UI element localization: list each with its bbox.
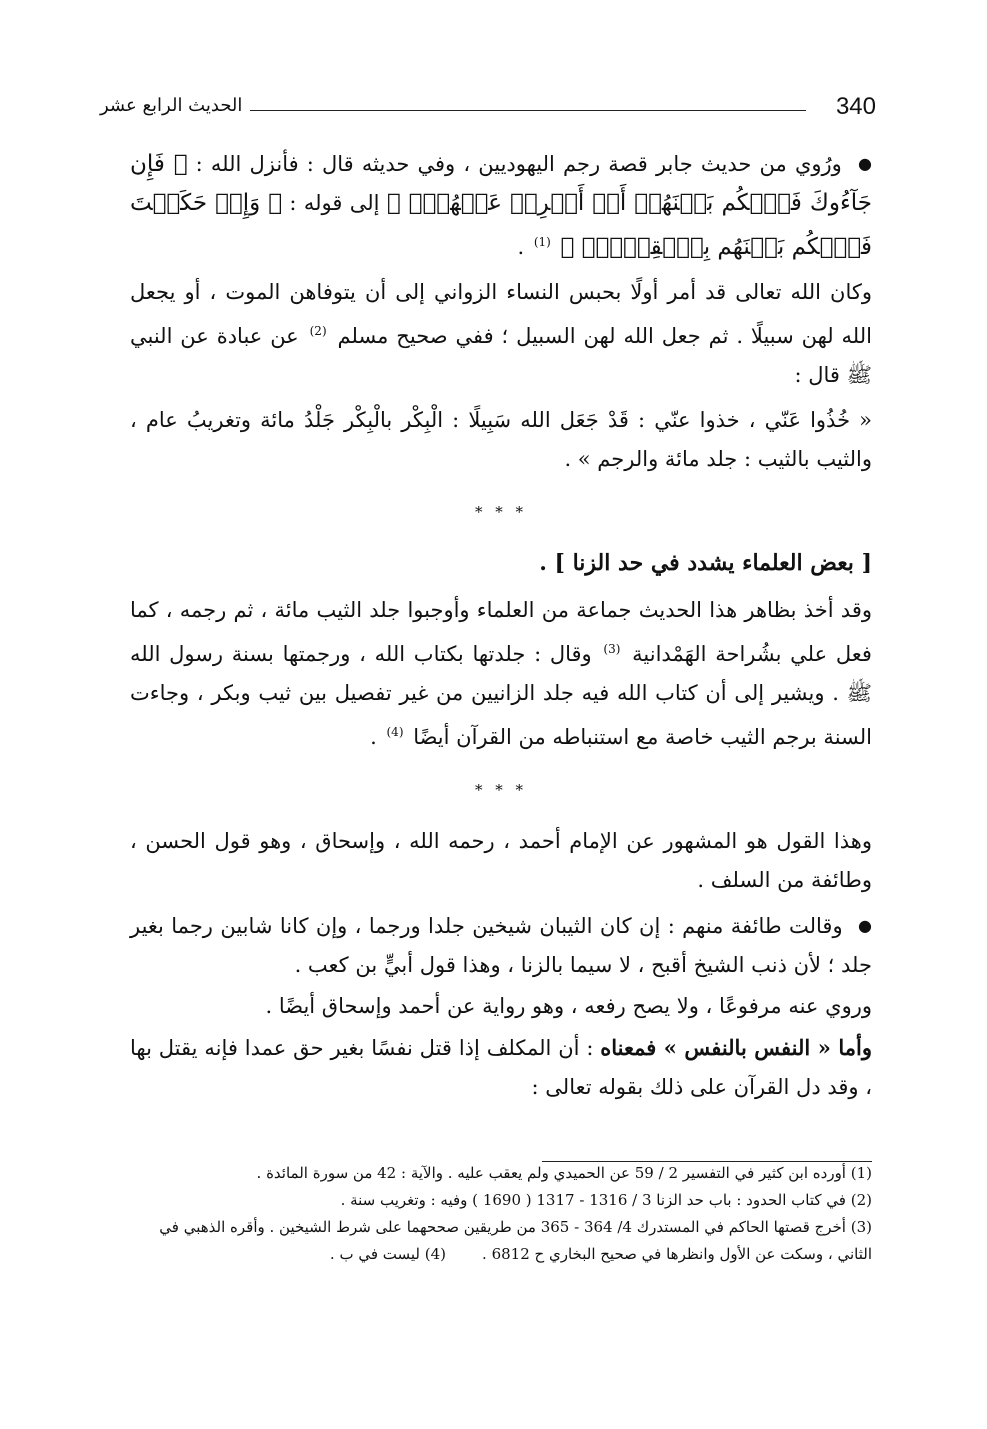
- page-header: [100, 92, 876, 132]
- paragraph-nafs: وأما « النفس بالنفس » فمعناه : أن المكلف إذا قتل نفسًا بغير حق عمدا فإنه يقتل بها ، وقد دل القرآن على ذلك بقوله تعالى :: [130, 1035, 872, 1099]
- section-separator: * * *: [474, 503, 528, 521]
- paragraph-jabir: ● ورُوي من حديث جابر قصة رجم اليهوديين ، وفي حديثه قال : فأنزل الله : ﴿ فَإِن جَآءُوكَ فَٱحۡكُم بَيۡنَهُمۡ أَوۡ أَعۡرِضۡ عَنۡهُمۡۖ ﴾ إلى قوله : ﴿ وَإِنۡ حَكَمۡتَ فَٱحۡكُم بَيۡنَهُم بِٱلۡقِسۡطِۚ ﴾ $^{(1)}$ .: [130, 144, 872, 267]
- paragraph-jalq-rajm: وقد أخذ بظاهر هذا الحديث جماعة من العلماء وأوجبوا جلد الثيب مائة ، ثم رجمه ، كما فعل علي بشُراحة الهَمْدانية $^{(3)}$ وقال : جلدتها بكتاب الله ، ورجمتها بسنة رسول الله ﷺ . ويشير إلى أن كتاب الله فيه جلد الزانيين من غير تفصيل بين ثيب وبكر ، وجاءت السنة برجم الثيب خاصة مع استنباطه من القرآن أيضًا $^{(4)}$ .: [130, 598, 872, 749]
- paragraph-sabil: وكان الله تعالى قد أمر أولًا بحبس النساء الزواني إلى أن يتوفاهن الموت ، أو يجعل الله لهن سبيلًا . ثم جعل الله لهن السبيل ؛ ففي صحيح مسلم $^{(2)}$ عن عبادة عن النبي ﷺ قال :: [130, 280, 872, 387]
- footnote-ref[interactable]: (4): [386, 725, 404, 739]
- footnote-ref[interactable]: (3): [603, 642, 621, 656]
- main-text: [130, 144, 872, 1113]
- footnote-2: (2) في كتاب الحدود : باب حد الزنا 3 / 1316 - 1317 ( 1690 ) وفيه : وتغريب سنة .: [340, 1191, 872, 1209]
- paragraph-marfu: وروي عنه مرفوعًا ، ولا يصح رفعه ، وهو رواية عن أحمد وإسحاق أيضًا .: [265, 994, 872, 1018]
- page-number: 340: [835, 93, 876, 120]
- header-rule: [250, 110, 806, 111]
- section-separator: * * *: [474, 781, 528, 799]
- running-title: الحديث الرابع عشر: [100, 95, 243, 116]
- footnote-1: (1) أورده ابن كثير في التفسير 2 / 59 عن الحميدي ولم يعقب عليه . والآية : 42 من سورة المائدة .: [256, 1164, 872, 1182]
- paragraph-shaykhayn: ● وقالت طائفة منهم : إن كان الثيبان شيخين جلدا ورجما ، وإن كانا شابين رجما بغير جلد ؛ لأن ذنب الشيخ أقبح ، لا سيما بالزنا ، وهذا قول أبيٍّ بن كعب .: [130, 906, 872, 985]
- quran-verse: ﴿ وَإِنۡ حَكَمۡتَ فَٱحۡكُم بَيۡنَهُم بِٱلۡقِسۡطِۚ ﴾: [130, 190, 872, 260]
- footnote-3: (3) أخرج قصتها الحاكم في المستدرك 4/ 364 - 365 من طريقين صححهما على شرط الشيخين . وأقره الذهبي في الثاني ، وسكت عن الأول وانظرها في صحيح البخاري ح 6812 .(4) ليست في ب .: [159, 1218, 872, 1263]
- footnote-4: (4) ليست في ب .: [329, 1245, 447, 1263]
- bullet-icon: ●: [858, 154, 872, 173]
- footnotes: [130, 1160, 872, 1268]
- footnote-ref[interactable]: (2): [309, 324, 327, 338]
- section-heading: [ بعض العلماء يشدد في حد الزنا ] .: [539, 550, 872, 576]
- bullet-icon: ●: [858, 916, 872, 935]
- footnote-ref[interactable]: (1): [533, 235, 551, 249]
- hadith-quote: « خُذُوا عَنّي ، خذوا عنّي : قَدْ جَعَل الله سَبِيلًا : الْبِكْر بالْبِكْر جَلْدُ مائة وتغريبُ عام ، والثيب بالثيب : جلد مائة والرجم » .: [130, 408, 872, 471]
- paragraph-ahmad: وهذا القول هو المشهور عن الإمام أحمد ، رحمه الله ، وإسحاق ، وهو قول الحسن ، وطائفة من السلف .: [130, 829, 872, 892]
- quran-verse: ﴿ فَإِن جَآءُوكَ فَٱحۡكُم بَيۡنَهُمۡ أَوۡ أَعۡرِضۡ عَنۡهُمۡۖ ﴾: [130, 151, 872, 216]
